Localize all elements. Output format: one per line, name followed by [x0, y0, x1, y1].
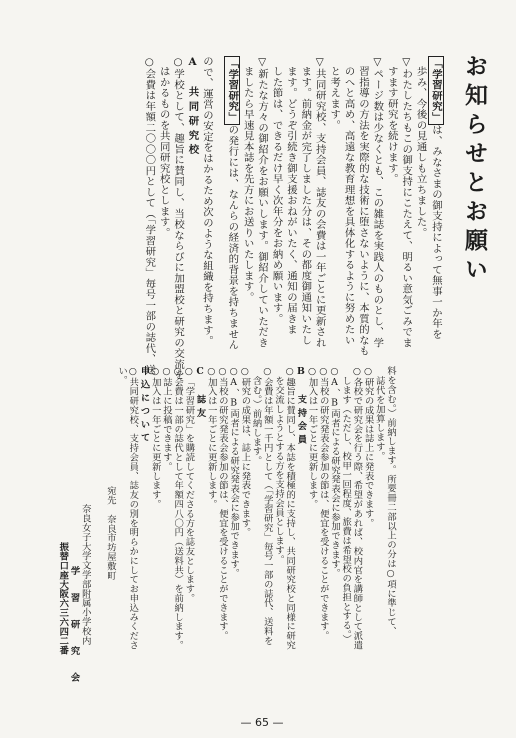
text-line: ○共同研究校、支持会員、誌友の別を明らかにしてお申込みくださ: [127, 366, 139, 650]
text-line: ○加入は一年ごとに更新します。: [149, 366, 161, 509]
text-line-rest: は、みなさまの御支持によって無事一か年を: [430, 124, 442, 340]
section-heading-a: A 共同研究校: [186, 56, 199, 159]
text-line: ▽ページ数は少なくとも、この雑誌を実践人のものとし、学: [371, 56, 384, 348]
section-heading-b: B 支持会員: [295, 366, 307, 448]
text-line: ○研究の成果は、誌上に発表できます。: [239, 366, 251, 537]
text-line: ○A、B両者による研究発表会に参加できます。: [228, 366, 240, 578]
text-line-rest: の発行には、なんらの経済的背景を持ちません: [226, 124, 239, 351]
text-line: ○誌上に投稿できます。: [160, 366, 172, 472]
text-line: ▽わたしたちもこの御支持にこたえて、明るい意気ごみでま: [400, 56, 413, 348]
text-line: すます研究を続けます。: [385, 66, 398, 185]
address-school: 奈良女子大学文学部附属小学校内: [79, 504, 91, 645]
text-line: ○「学習研究」を購読してくださる方を誌友とします。: [183, 366, 195, 603]
text-line: ○会費は一部の誌代として年額四八〇円（送料共）を前納します。: [172, 366, 184, 650]
text-line: 含む。）前納します。: [250, 376, 262, 466]
text-line: した節は、できるだけ早く次年分をお納め願います。: [270, 66, 283, 324]
text-line: ○加入は一年ごとに更新します。: [306, 366, 318, 509]
text-line: ○当校の研究発表会参加の節は、便宜を受けることができます。: [216, 366, 228, 641]
text-line: い。: [116, 366, 128, 385]
text-line: 歩み、今後の見通しも立ちました。: [414, 66, 427, 238]
page-title: お知らせとお願い: [461, 54, 488, 286]
text-line: と考えます。: [328, 66, 341, 131]
text-line: ○各校で研究会を行う際、希望があれば、校内官を講師として派遣: [351, 366, 363, 650]
journal-name-box-2: 「学習研究」: [224, 56, 240, 125]
text-line: ○研究の成果は誌上に発表できます。: [362, 366, 374, 528]
text-line: ▽共同研究校、支持会員、誌友の会費は一年ごとに更新され: [313, 56, 326, 348]
text-line: ▽新たな方々の御紹介をお願いします。御紹介していただき: [256, 56, 269, 348]
text-line: 誌代を加算します。: [373, 376, 385, 461]
text-line: ○学校として、趣旨に賛同し、当校ならびに加盟校と研究の交流を: [172, 56, 185, 381]
address-recipient: 宛先 奈良市坊屋敷町: [104, 486, 116, 580]
section-heading-c: C 誌友: [194, 366, 206, 421]
text-line: ○A、B両者による研究発表会に参加できます。: [328, 366, 340, 578]
text-line: ○会費は年額二〇〇〇円として（「学習研究」毎号一部の誌代、送: [143, 56, 156, 375]
text-line: ○当校の研究発表会参加の節は、便宜を受けることができます。: [317, 366, 329, 641]
text-line: はかるものを共同研究校とします。: [157, 66, 170, 238]
text-line: ので、運営の安定をはかるため次のような組織を持ちます。: [200, 56, 213, 347]
text-line: ○会費は年額一千円として（「学習研究」毎号一部の誌代、送料を: [261, 366, 273, 646]
text-line: します（ただし、校甲一回程度、旅費は希望校の負担とする。）: [340, 376, 352, 644]
address-account: 振替口座大阪六三六四二番: [57, 542, 69, 655]
text-line: ます。前納金が完了しました分は、その都度御通知いたし: [299, 66, 312, 346]
left-column-block-2: [57, 366, 396, 706]
journal-name-box: 「学習研究」: [428, 56, 444, 125]
section-heading-application: 申込について: [138, 366, 150, 446]
text-line: ○加入は一年ごとに更新します。: [205, 366, 217, 509]
text-line: のへと高め、高遠な教育理想を具体化するように努めたい: [342, 66, 355, 346]
text-line: 習指導の方法を実際的な技術に堕さないように、本質的なも: [356, 66, 369, 357]
page-number: — 65 —: [240, 716, 284, 729]
text-line: ます。どうぞ引続き御支援おねがいたく、通知の届きま: [284, 66, 297, 335]
text-line: [428, 56, 444, 668]
address-org: 学 習 研 究 会: [68, 566, 80, 686]
text-line: ましたら早速見本誌を先方にお送りいたします。: [241, 66, 254, 303]
text-line: ○趣旨に賛同し、本誌を積極的に支持し、共同研究校と同様に研究: [284, 366, 296, 650]
text-line: を交流しようとする方を支持会員とします。: [272, 376, 284, 564]
text-line: 料を含む。）前納します。所要冊二部以上の分は○項に準じて、: [385, 366, 396, 636]
